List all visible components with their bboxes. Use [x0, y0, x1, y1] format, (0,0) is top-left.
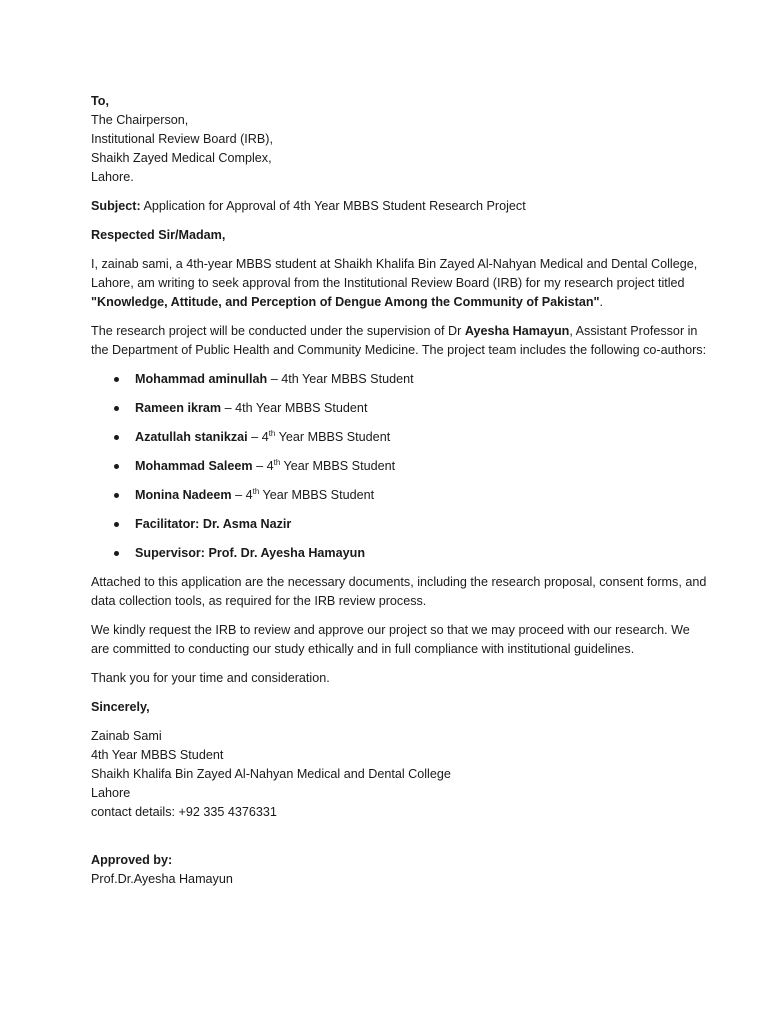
list-item	[91, 544, 708, 563]
coauthor-name: Mohammad aminullah	[135, 372, 268, 386]
approver-name: Prof.Dr.Ayesha Hamayun	[91, 872, 233, 886]
spacer	[91, 832, 708, 851]
recipient-line: Shaikh Zayed Medical Complex,	[91, 151, 272, 165]
signature-line: 4th Year MBBS Student	[91, 748, 224, 762]
subject-line	[91, 197, 708, 216]
coauthor-role: Year MBBS Student	[259, 488, 375, 502]
intro-end: .	[599, 295, 603, 309]
recipient-line: Institutional Review Board (IRB),	[91, 132, 273, 146]
list-item	[91, 428, 708, 447]
request-paragraph: We kindly request the IRB to review and approve our project so that we may proceed with our research. We are committed to conducting our study ethically and in full compliance with institutional guidelines.	[91, 623, 690, 656]
supervisor-name: Ayesha Hamayun	[464, 324, 570, 338]
coauthor-role: – 4	[252, 459, 274, 473]
coauthor-role: – 4th Year MBBS Student	[221, 401, 368, 415]
list-item	[91, 399, 708, 418]
project-title: "Knowledge, Attitude, and Perception of Dengue Among the Community of Pakistan"	[91, 295, 600, 309]
recipient-line: Lahore.	[91, 170, 134, 184]
intro-paragraph	[91, 255, 708, 312]
to-label: To,	[91, 94, 109, 108]
supervision-paragraph	[91, 322, 708, 360]
list-item	[91, 370, 708, 389]
coauthor-list	[91, 370, 708, 563]
list-item	[91, 457, 708, 476]
coauthor-name: Mohammad Saleem	[135, 459, 253, 473]
closing	[91, 698, 708, 717]
attached-paragraph: Attached to this application are the necessary documents, including the research proposal, consent forms, and data collection tools, as required for the IRB review process.	[91, 575, 707, 608]
list-item	[91, 515, 708, 534]
supervisor-entry: Supervisor: Prof. Dr. Ayesha Hamayun	[135, 546, 366, 560]
signature-block	[91, 727, 708, 822]
signature-line: Shaikh Khalifa Bin Zayed Al-Nahyan Medical and Dental College	[91, 767, 451, 781]
intro-text: I, zainab sami, a 4th-year MBBS student at Shaikh Khalifa Bin Zayed Al-Nahyan Medical and Dental College, Lahore, am writing to seek approval from the Institutional Review Board (IRB) for my research project titled	[91, 257, 698, 290]
supervision-text-end: , Assistant Professor in the Department of Public Health and Community Medicine. The project team includes the following co-authors:	[91, 324, 707, 357]
signature-line: Zainab Sami	[91, 729, 162, 743]
closing-text: Sincerely,	[91, 700, 150, 714]
ordinal-suffix: th	[268, 428, 276, 438]
coauthor-name: Monina Nadeem	[135, 488, 232, 502]
coauthor-name: Rameen ikram	[135, 401, 222, 415]
signature-line: contact details: +92 335 4376331	[91, 805, 277, 819]
coauthor-role: Year MBBS Student	[280, 459, 396, 473]
coauthor-role: – 4th Year MBBS Student	[267, 372, 414, 386]
recipient-block	[91, 92, 708, 187]
coauthor-role: – 4	[231, 488, 253, 502]
supervision-text: The research project will be conducted under the supervision of Dr	[91, 324, 465, 338]
salutation	[91, 226, 708, 245]
coauthor-role: Year MBBS Student	[275, 430, 391, 444]
ordinal-suffix: th	[252, 486, 260, 496]
list-item	[91, 486, 708, 505]
subject-text: Application for Approval of 4th Year MBBS Student Research Project	[140, 199, 526, 213]
signature-line: Lahore	[91, 786, 131, 800]
ordinal-suffix: th	[273, 457, 281, 467]
coauthor-name: Azatullah stanikzai	[135, 430, 248, 444]
thanks-paragraph: Thank you for your time and consideration.	[91, 671, 330, 685]
facilitator-name: Facilitator: Dr. Asma Nazir	[135, 517, 292, 531]
recipient-line: The Chairperson,	[91, 113, 189, 127]
approval-block	[91, 851, 708, 889]
coauthor-role: – 4	[247, 430, 269, 444]
approval-label: Approved by:	[91, 853, 173, 867]
salutation-text: Respected Sir/Madam,	[91, 228, 226, 242]
subject-label: Subject:	[91, 199, 141, 213]
